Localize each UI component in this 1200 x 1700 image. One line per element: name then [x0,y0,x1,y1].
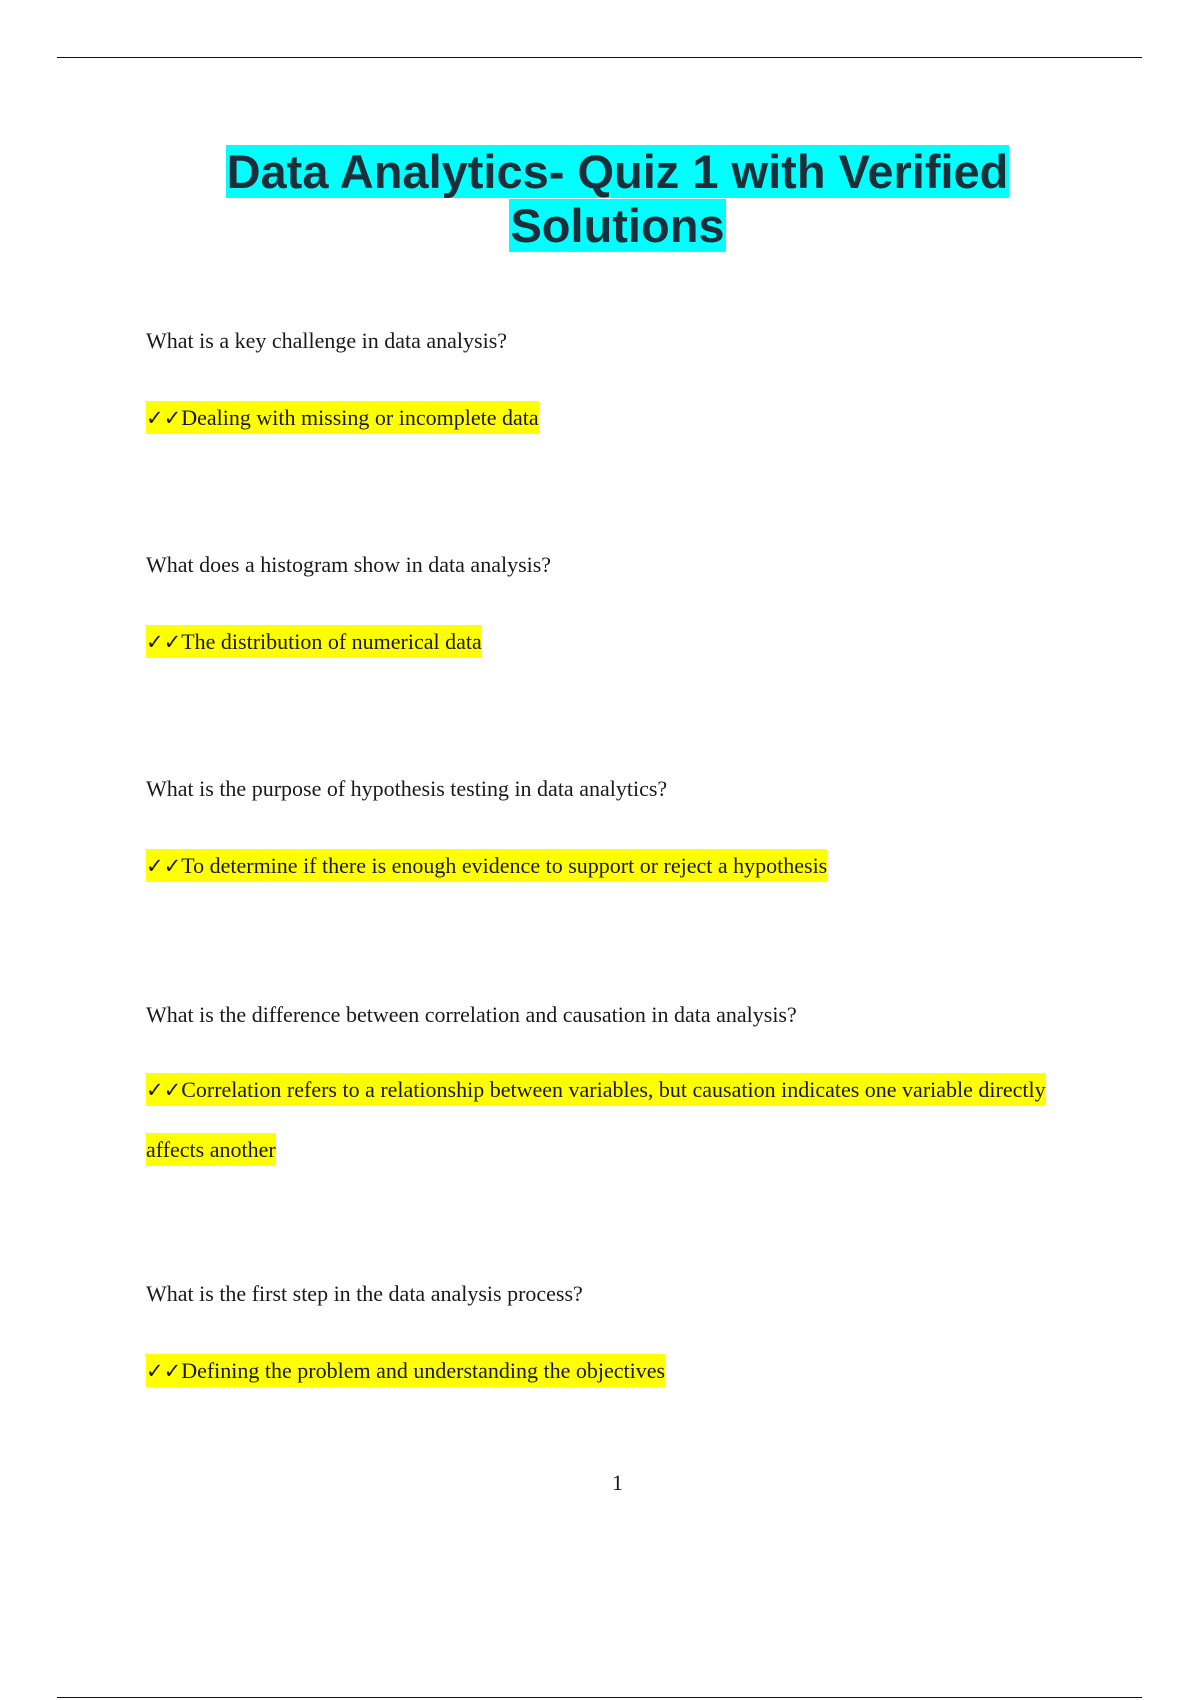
answer-label: Correlation refers to a relationship between variables, but causation indicates one variable directly affects another [146,1077,1046,1162]
title-line-2: Solutions [510,199,725,252]
checkmark-icon: ✓✓ [146,406,182,430]
answer-label: The distribution of numerical data [181,629,482,654]
question-text: What does a histogram show in data analysis? [146,552,552,577]
header-rule [57,57,1142,58]
question-text: What is the difference between correlation and causation in data analysis? [146,1002,797,1027]
answer-text [146,1060,1076,1180]
title-line-1: Data Analytics- Quiz 1 with Verified [226,145,1009,198]
page-number: 1 [612,1470,623,1495]
answer-text [146,612,1076,672]
document-title [0,145,1200,253]
answer-label: To determine if there is enough evidence to support or reject a hypothesis [181,853,828,878]
checkmark-icon: ✓✓ [146,854,182,878]
answer-label: Defining the problem and understanding the objectives [181,1358,666,1383]
question-text: What is the first step in the data analysis process? [146,1281,583,1306]
answer-text [146,836,1076,896]
question-text: What is a key challenge in data analysis? [146,328,508,353]
answer-text [146,1341,1076,1401]
checkmark-icon: ✓✓ [146,1078,182,1102]
answer-label: Dealing with missing or incomplete data [181,405,539,430]
checkmark-icon: ✓✓ [146,630,182,654]
answer-text [146,388,1076,448]
checkmark-icon: ✓✓ [146,1359,182,1383]
footer-rule [57,1697,1142,1698]
question-text: What is the purpose of hypothesis testing in data analytics? [146,776,668,801]
